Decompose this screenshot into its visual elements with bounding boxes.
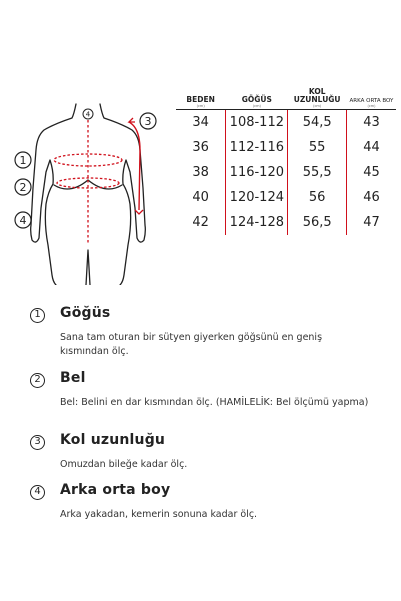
legend-number-badge: 4 (30, 485, 45, 500)
body-silhouette-icon (10, 100, 160, 285)
cell-sleeve: 55,5 (288, 160, 347, 185)
table-row (176, 185, 396, 210)
table-row (176, 135, 396, 160)
legend-description: Arka yakadan, kemerin sonuna kadar ölç. (60, 509, 258, 520)
cell-back: 46 (346, 185, 396, 210)
marker-4-side (15, 212, 31, 228)
svg-text:1: 1 (19, 154, 27, 167)
cell-chest: 120-124 (226, 185, 288, 210)
cell-sleeve: 55 (288, 135, 347, 160)
marker-4 (83, 109, 93, 119)
svg-text:4: 4 (85, 110, 91, 119)
table-header-row (176, 84, 396, 110)
legend-description: Bel: Belini en dar kısmından ölç. (HAMİLELİK: Bel ölçümü yapma) (60, 397, 369, 408)
legend-number-badge: 3 (30, 435, 45, 450)
cell-chest: 112-116 (226, 135, 288, 160)
table-row (176, 210, 396, 235)
cell-size: 38 (192, 165, 209, 180)
legend-title: Bel (60, 370, 86, 386)
marker-1 (15, 152, 31, 168)
cell-chest: 116-120 (226, 160, 288, 185)
header-kol-uzunlugu: KOL UZUNLUĞU (cm) (288, 84, 347, 110)
cell-chest: 108-112 (226, 110, 288, 136)
legend-description: Sana tam oturan bir sütyen giyerken göğsünü en geniş kısmından ölç. (60, 332, 323, 357)
svg-text:2: 2 (19, 181, 27, 194)
svg-text:3: 3 (144, 115, 152, 128)
cell-back: 44 (346, 135, 396, 160)
svg-text:4: 4 (19, 214, 27, 227)
cell-size: 42 (192, 215, 209, 230)
marker-3 (140, 113, 156, 129)
header-arka-orta-boy: ARKA ORTA BOY (cm) (346, 84, 396, 110)
legend-description: Omuzdan bileğe kadar ölç. (60, 459, 188, 470)
table-row (176, 110, 396, 136)
cell-back: 43 (346, 110, 396, 136)
cell-chest: 124-128 (226, 210, 288, 235)
cell-back: 47 (346, 210, 396, 235)
cell-sleeve: 54,5 (288, 110, 347, 136)
table-row (176, 160, 396, 185)
header-beden: BEDEN (cm) (176, 84, 226, 110)
header-gogus: GÖĞÜS (cm) (226, 84, 288, 110)
legend-title: Arka orta boy (60, 482, 171, 498)
legend-title: Göğüs (60, 305, 111, 321)
cell-sleeve: 56 (288, 185, 347, 210)
legend-title: Kol uzunluğu (60, 432, 166, 448)
cell-size: 34 (192, 115, 209, 130)
legend-number-badge: 2 (30, 373, 45, 388)
cell-back: 45 (346, 160, 396, 185)
cell-size: 36 (192, 140, 209, 155)
marker-2 (15, 179, 31, 195)
size-table (176, 84, 396, 235)
cell-size: 40 (192, 190, 209, 205)
cell-sleeve: 56,5 (288, 210, 347, 235)
legend-number-badge: 1 (30, 308, 45, 323)
